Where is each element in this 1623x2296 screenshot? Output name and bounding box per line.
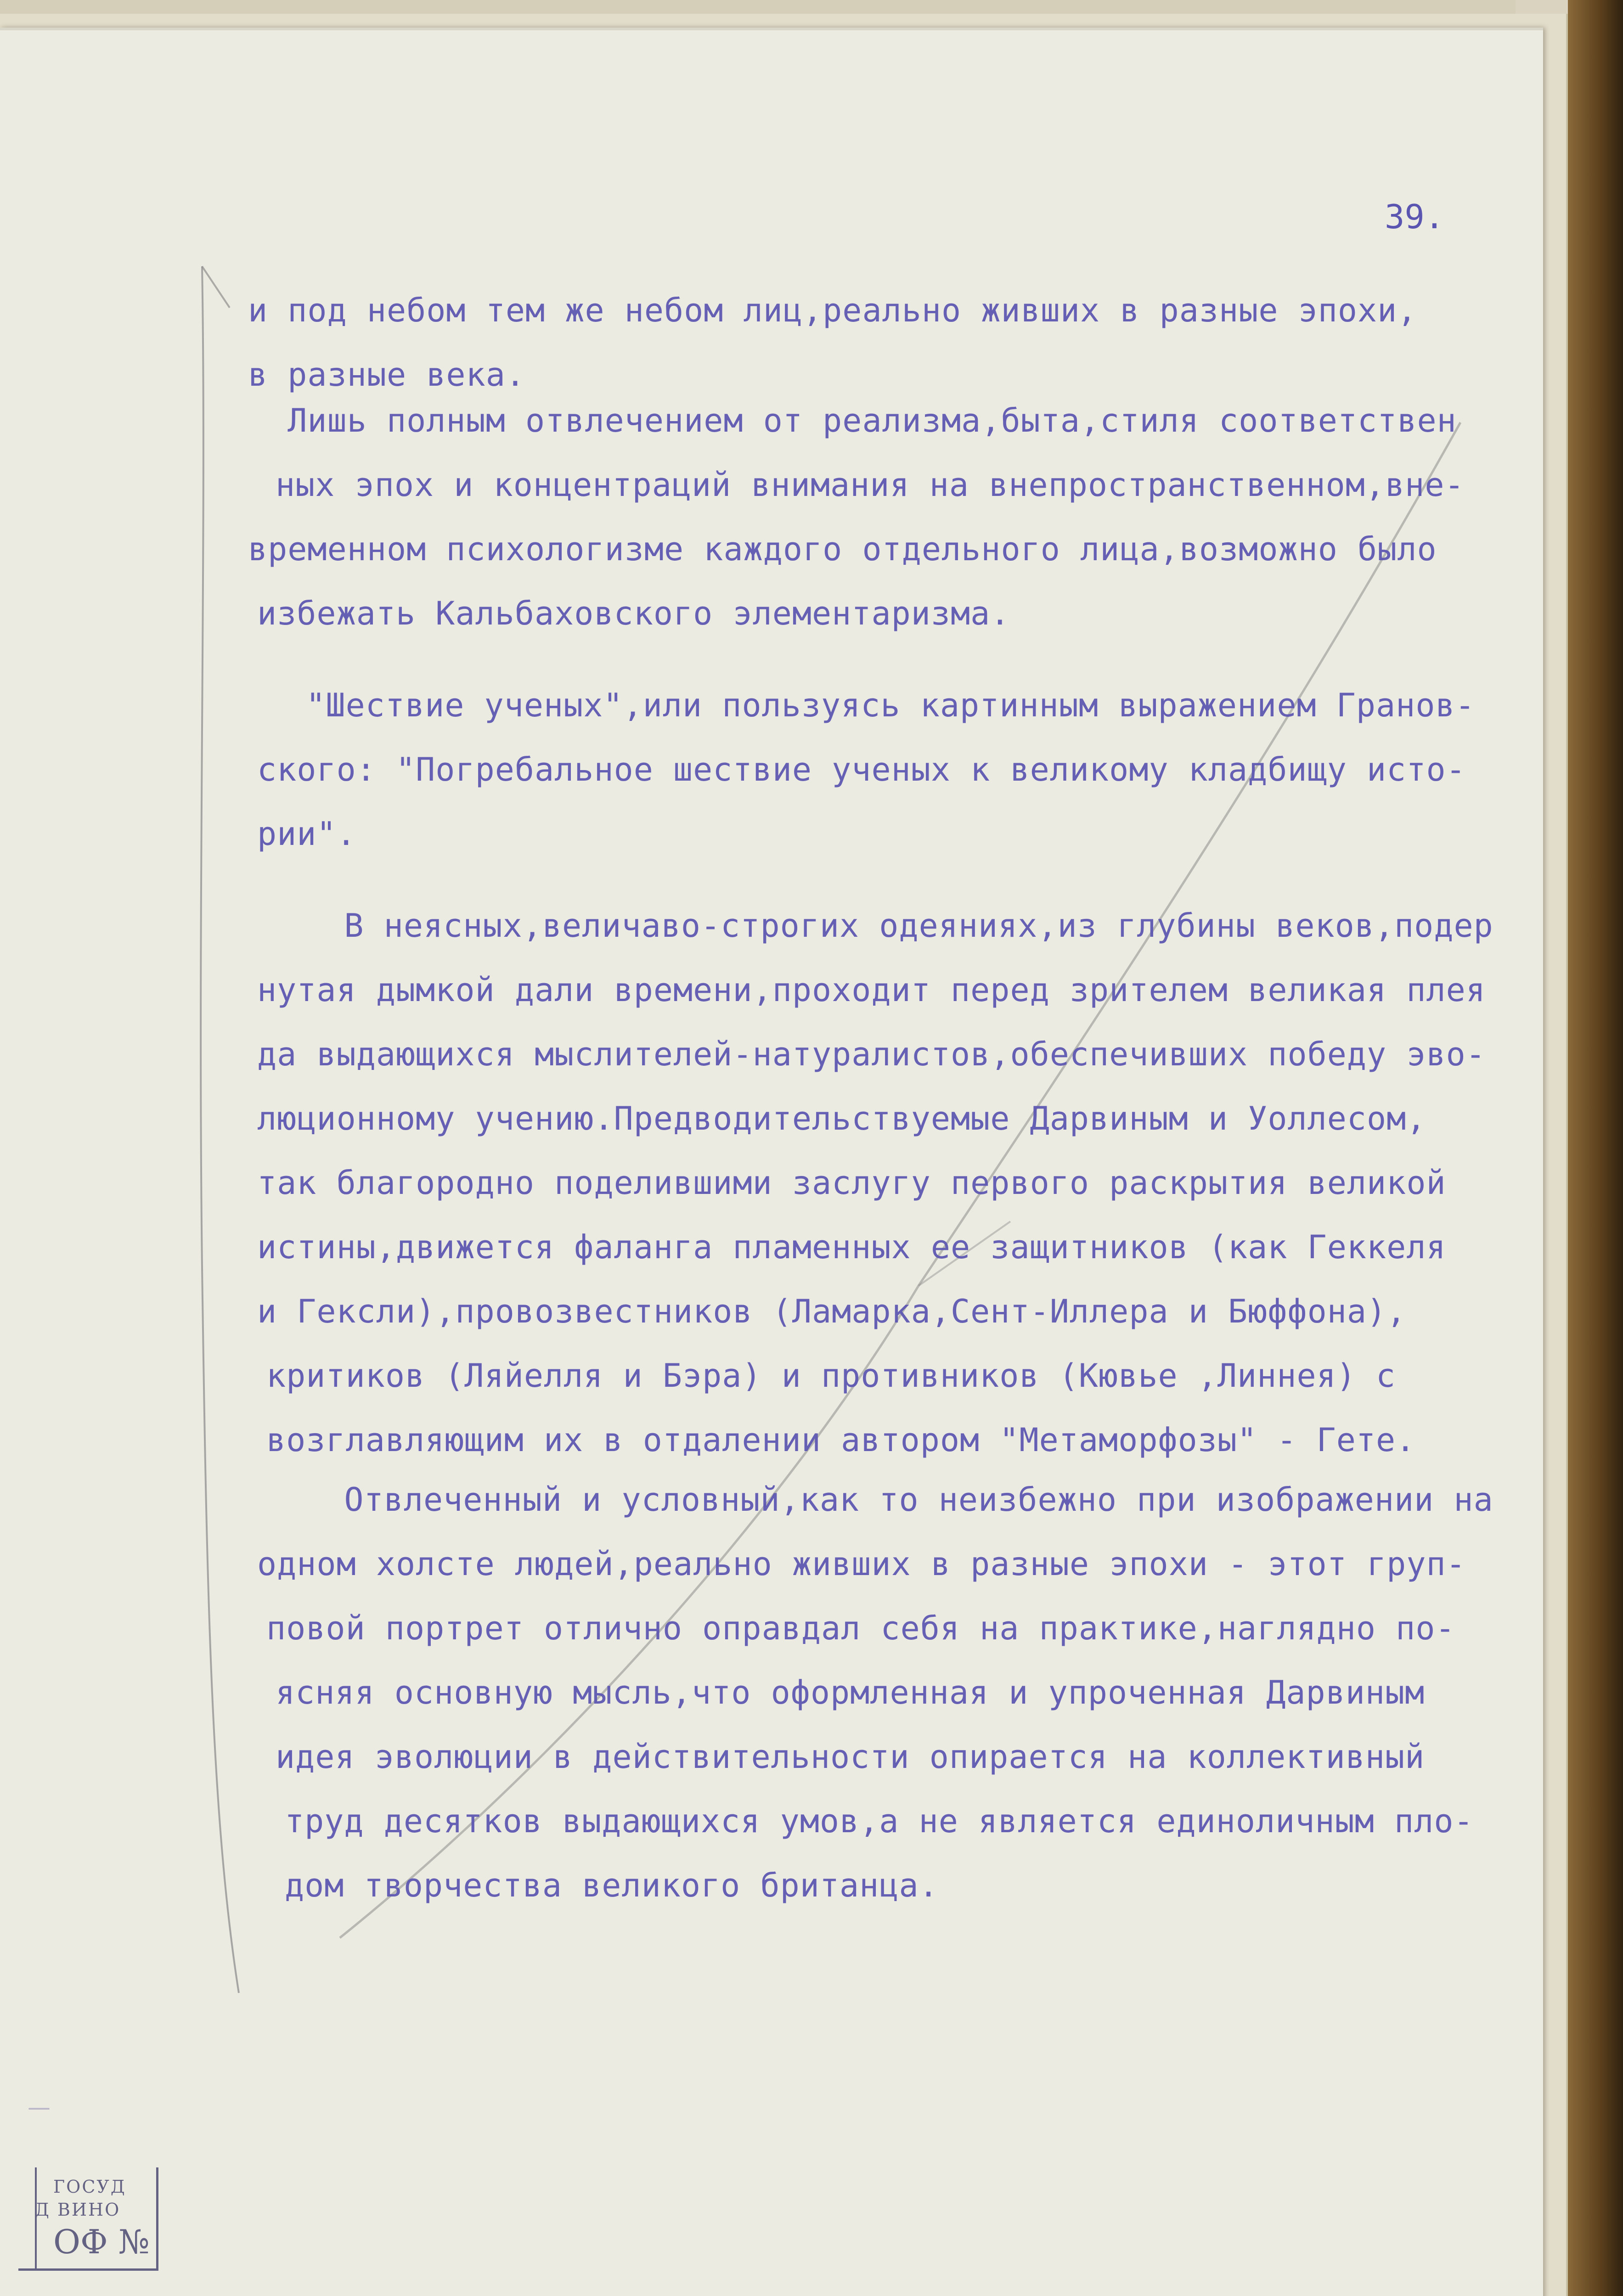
text-line: да выдающихся мыслителей-натуралистов,обеспечивших победу эво- [257, 1035, 1486, 1073]
text-line: идея эволюции в действительности опирается на коллективный [276, 1738, 1425, 1776]
sheet-top-edge [0, 28, 1543, 30]
text-line: истины,движется фаланга пламенных ее защитников (как Геккеля [257, 1228, 1446, 1266]
text-line: одном холсте людей,реально живших в разные эпохи - этот груп- [257, 1545, 1466, 1583]
archive-stamp [18, 2167, 158, 2271]
text-line: ского: "Погребальное шествие ученых к великому кладбищу исто- [257, 751, 1466, 788]
pencil-margin-line [175, 257, 266, 2002]
text-line: В неясных,величаво-строгих одеяниях,из глубины веков,подер [285, 907, 1493, 945]
text-line: возглавляющим их в отдалении автором "Метаморфозы" - Гете. [266, 1421, 1416, 1459]
text-line: повой портрет отлично оправдал себя на практике,наглядно по- [266, 1609, 1455, 1647]
stamp-text-line-3: ОФ № [53, 2223, 150, 2261]
text-line: труд десятков выдающихся умов,а не является единоличным пло- [285, 1802, 1474, 1840]
text-line: люционному учению.Предводительствуемые Дарвиным и Уоллесом, [257, 1100, 1426, 1137]
stamp-text-line-1: ГОСУД [53, 2177, 126, 2197]
text-line: ных эпох и концентраций внимания на внепространственном,вне- [276, 466, 1465, 504]
text-line: рии". [257, 815, 356, 853]
text-line: временном психологизме каждого отдельного лица,возможно было [248, 530, 1437, 568]
text-line: критиков (Ляйелля и Бэра) и противников (Кювье ,Линнея) с [266, 1357, 1396, 1395]
text-line: Лишь полным отвлечением от реализма,быта,стиля соответствен [248, 402, 1457, 439]
faint-mark: — [28, 2094, 51, 2121]
text-line: избежать Кальбаховского элементаризма. [257, 595, 1010, 632]
text-line: и Гексли),провозвестников (Ламарка,Сент-Иллера и Бюффона), [257, 1293, 1407, 1330]
text-line: и под небом тем же небом лиц,реально живших в разные эпохи, [248, 292, 1417, 329]
text-line: нутая дымкой дали времени,проходит перед зрителем великая плея [257, 971, 1486, 1009]
page-number: 39. [1385, 197, 1445, 236]
text-line: в разные века. [248, 356, 526, 394]
text-line: ясняя основную мысль,что оформленная и упроченная Дарвиным [276, 1674, 1425, 1711]
text-line: "Шествие ученых",или пользуясь картинным выражением Гранов- [266, 687, 1475, 724]
stamp-text-line-2: Д ВИНО [35, 2200, 121, 2220]
text-line: так благородно поделившими заслугу первого раскрытия великой [257, 1164, 1446, 1202]
binding-edge [1568, 0, 1623, 2296]
text-line: Отвлеченный и условный,как то неизбежно при изображении на [285, 1481, 1493, 1519]
text-line: дом творчества великого британца. [285, 1867, 939, 1904]
